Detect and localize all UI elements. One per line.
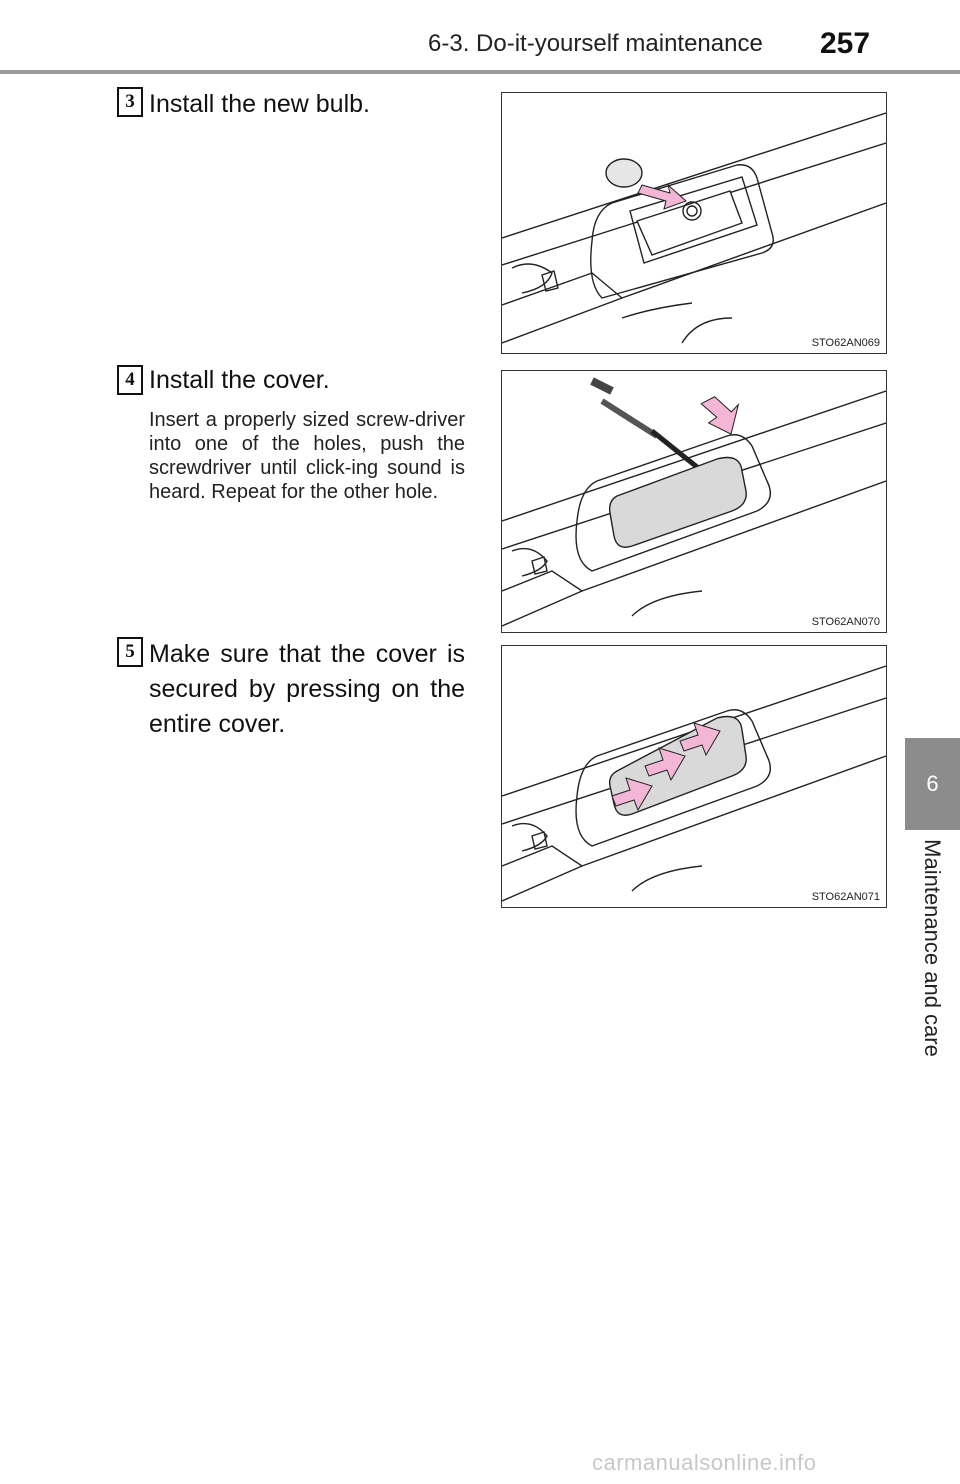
chapter-tab: 6 bbox=[905, 738, 960, 830]
bulb-icon bbox=[606, 159, 642, 187]
figure-code: STO62AN069 bbox=[811, 337, 880, 349]
bulb-illustration bbox=[502, 93, 886, 353]
step-number-3: 3 bbox=[117, 87, 143, 117]
cover-illustration bbox=[502, 371, 886, 632]
chapter-label: Maintenance and care bbox=[920, 839, 945, 1057]
step-number-5: 5 bbox=[117, 637, 143, 667]
arrow-icon bbox=[697, 387, 750, 441]
step-title-3: Install the new bulb. bbox=[149, 90, 370, 118]
step-title-4: Install the cover. bbox=[149, 366, 330, 394]
section-title: 6-3. Do-it-yourself maintenance bbox=[428, 30, 763, 57]
figure-code: STO62AN071 bbox=[811, 891, 880, 903]
figure-install-cover bbox=[501, 370, 887, 633]
figure-code: STO62AN070 bbox=[811, 616, 880, 628]
page-number: 257 bbox=[820, 27, 871, 60]
watermark: carmanualsonline.info bbox=[592, 1450, 817, 1475]
arrow-icon bbox=[638, 185, 686, 209]
step-number-4: 4 bbox=[117, 365, 143, 395]
cover-shape bbox=[610, 458, 747, 548]
figure-press-cover bbox=[501, 645, 887, 908]
step-title-5: Make sure that the cover is secured by pressing on the entire cover. bbox=[149, 640, 465, 738]
press-illustration bbox=[502, 646, 886, 907]
figure-install-bulb bbox=[501, 92, 887, 354]
header-divider bbox=[0, 70, 960, 74]
step-description-4: Insert a properly sized screw-driver into one of the holes, push the screwdriver until click-ing sound is heard. Repeat for the other hole. bbox=[149, 409, 465, 503]
